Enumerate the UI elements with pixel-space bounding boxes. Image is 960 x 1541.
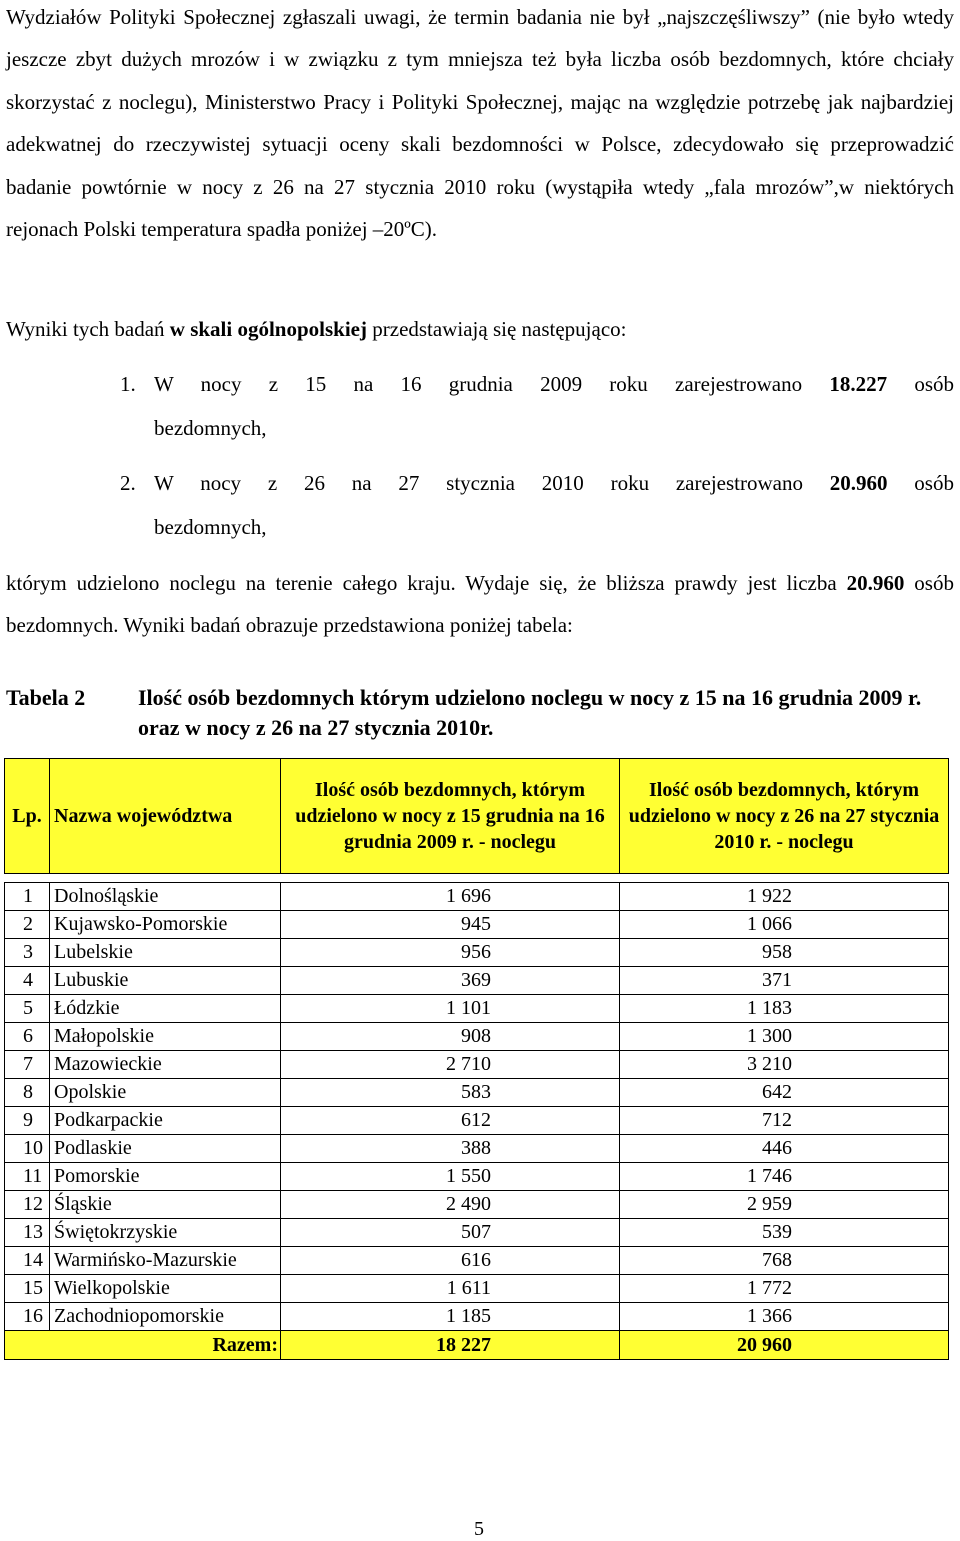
table-row xyxy=(5,1079,949,1107)
row-lp: 13 xyxy=(5,1219,50,1247)
row-value-dec-2009: 612 xyxy=(281,1107,620,1135)
row-voivodeship: Mazowieckie xyxy=(50,1051,281,1079)
row-value-jan-2010: 712 xyxy=(620,1107,949,1135)
table-row xyxy=(5,1163,949,1191)
row-value-jan-2010: 1 772 xyxy=(620,1275,949,1303)
row-lp: 16 xyxy=(5,1303,50,1331)
list-item xyxy=(120,461,954,549)
list-text-post: osób xyxy=(887,471,954,495)
list-item xyxy=(120,362,954,450)
row-value-dec-2009: 507 xyxy=(281,1219,620,1247)
row-value-jan-2010: 1 300 xyxy=(620,1023,949,1051)
row-value-dec-2009: 616 xyxy=(281,1247,620,1275)
row-voivodeship: Śląskie xyxy=(50,1191,281,1219)
table-row xyxy=(5,1275,949,1303)
table-row xyxy=(5,1107,949,1135)
homeless-table xyxy=(4,758,949,1360)
row-lp: 8 xyxy=(5,1079,50,1107)
row-value-dec-2009: 1 696 xyxy=(281,883,620,911)
table-row xyxy=(5,1303,949,1331)
results-intro-bold: w skali ogólnopolskiej xyxy=(169,317,367,341)
row-voivodeship: Pomorskie xyxy=(50,1163,281,1191)
intro-paragraph: Wydziałów Polityki Społecznej zgłaszali uwagi, że termin badania nie był „najszczęśliwszy” (nie było wtedy jeszcze zbyt dużych mrozów i w związku z tym mniejsza też była liczba osób bezdomnych, które chciały skorzystać z noclegu), Ministerstwo Pracy i Polityki Społecznej, mając na względzie potrzebę jak najbardziej adekwatnej do rzeczywistej sytuacji oceny skali bezdomności w Polsce, zdecydowało się przeprowadzić badanie powtórnie w nocy z 26 na 27 stycznia 2010 roku (wystąpiła wtedy „fala mrozów”,w niektórych rejonach Polski temperatura spadła poniżej –20ºC). xyxy=(6,5,954,242)
total-label: Razem: xyxy=(5,1331,281,1360)
row-lp: 14 xyxy=(5,1247,50,1275)
row-value-dec-2009: 1 101 xyxy=(281,995,620,1023)
list-text-pre: W nocy z 15 na 16 grudnia 2009 roku zarejestrowano xyxy=(154,372,830,396)
table-row xyxy=(5,995,949,1023)
row-value-dec-2009: 1 611 xyxy=(281,1275,620,1303)
row-voivodeship: Podlaskie xyxy=(50,1135,281,1163)
row-lp: 15 xyxy=(5,1275,50,1303)
conclusion-paragraph xyxy=(6,562,954,647)
row-lp: 11 xyxy=(5,1163,50,1191)
conclusion-post: osób bezdomnych. Wyniki badań obrazuje przedstawiona poniżej tabela: xyxy=(6,571,954,638)
header-lp: Lp. xyxy=(5,759,50,874)
row-lp: 5 xyxy=(5,995,50,1023)
results-intro-pre: Wyniki tych badań xyxy=(6,317,170,341)
table-header-row xyxy=(5,759,949,874)
table-row xyxy=(5,1135,949,1163)
row-lp: 9 xyxy=(5,1107,50,1135)
row-lp: 7 xyxy=(5,1051,50,1079)
row-lp: 6 xyxy=(5,1023,50,1051)
table-row xyxy=(5,1051,949,1079)
row-voivodeship: Małopolskie xyxy=(50,1023,281,1051)
row-value-jan-2010: 2 959 xyxy=(620,1191,949,1219)
row-value-jan-2010: 371 xyxy=(620,967,949,995)
table-total-row xyxy=(5,1331,949,1360)
row-value-dec-2009: 369 xyxy=(281,967,620,995)
row-value-jan-2010: 1 183 xyxy=(620,995,949,1023)
row-value-jan-2010: 3 210 xyxy=(620,1051,949,1079)
table-spacer-row xyxy=(5,874,949,883)
row-voivodeship: Warmińsko-Mazurskie xyxy=(50,1247,281,1275)
row-value-dec-2009: 1 550 xyxy=(281,1163,620,1191)
list-count: 18.227 xyxy=(829,372,888,396)
row-value-jan-2010: 1 066 xyxy=(620,911,949,939)
row-value-dec-2009: 2 490 xyxy=(281,1191,620,1219)
row-lp: 3 xyxy=(5,939,50,967)
row-voivodeship: Lubelskie xyxy=(50,939,281,967)
table-row xyxy=(5,883,949,911)
row-voivodeship: Łódzkie xyxy=(50,995,281,1023)
conclusion-pre: którym udzielono noclegu na terenie całego kraju. Wydaje się, że bliższa prawdy jest liczba xyxy=(6,571,847,595)
row-value-dec-2009: 956 xyxy=(281,939,620,967)
row-voivodeship: Kujawsko-Pomorskie xyxy=(50,911,281,939)
list-count: 20.960 xyxy=(829,471,888,495)
list-number: 2. xyxy=(120,471,136,495)
row-value-dec-2009: 388 xyxy=(281,1135,620,1163)
row-value-jan-2010: 539 xyxy=(620,1219,949,1247)
row-value-jan-2010: 958 xyxy=(620,939,949,967)
header-voivodeship: Nazwa województwa xyxy=(50,759,281,874)
row-voivodeship: Zachodniopomorskie xyxy=(50,1303,281,1331)
row-value-jan-2010: 642 xyxy=(620,1079,949,1107)
table-row xyxy=(5,1191,949,1219)
list-text-line2: bezdomnych, xyxy=(154,416,267,440)
table-label: Tabela 2 xyxy=(6,685,86,710)
row-value-jan-2010: 1 366 xyxy=(620,1303,949,1331)
row-voivodeship: Dolnośląskie xyxy=(50,883,281,911)
header-jan-2010: Ilość osób bezdomnych, którym udzielono w nocy z 26 na 27 stycznia 2010 r. - noclegu xyxy=(620,759,949,874)
row-value-jan-2010: 1 746 xyxy=(620,1163,949,1191)
row-value-jan-2010: 768 xyxy=(620,1247,949,1275)
row-voivodeship: Świętokrzyskie xyxy=(50,1219,281,1247)
list-text-post: osób xyxy=(887,372,954,396)
list-text-line2: bezdomnych, xyxy=(154,515,267,539)
row-voivodeship: Opolskie xyxy=(50,1079,281,1107)
header-dec-2009: Ilość osób bezdomnych, którym udzielono w nocy z 15 grudnia na 16 grudnia 2009 r. - noclegu xyxy=(281,759,620,874)
row-voivodeship: Wielkopolskie xyxy=(50,1275,281,1303)
row-lp: 1 xyxy=(5,883,50,911)
list-text-line xyxy=(154,362,954,406)
table-row xyxy=(5,1247,949,1275)
row-value-dec-2009: 1 185 xyxy=(281,1303,620,1331)
total-dec-2009: 18 227 xyxy=(281,1331,620,1360)
row-voivodeship: Podkarpackie xyxy=(50,1107,281,1135)
table-title: Ilość osób bezdomnych którym udzielono noclegu w nocy z 15 na 16 grudnia 2009 r. oraz w nocy z 26 na 27 stycznia 2010r. xyxy=(138,685,922,740)
row-lp: 4 xyxy=(5,967,50,995)
table-row xyxy=(5,967,949,995)
row-lp: 2 xyxy=(5,911,50,939)
row-value-dec-2009: 945 xyxy=(281,911,620,939)
page-number: 5 xyxy=(474,1518,484,1540)
table-row xyxy=(5,1219,949,1247)
table-row xyxy=(5,1023,949,1051)
row-value-jan-2010: 446 xyxy=(620,1135,949,1163)
total-jan-2010: 20 960 xyxy=(620,1331,949,1360)
row-lp: 10 xyxy=(5,1135,50,1163)
results-intro-paragraph xyxy=(6,308,954,350)
row-value-dec-2009: 908 xyxy=(281,1023,620,1051)
list-number: 1. xyxy=(120,372,136,396)
row-value-dec-2009: 2 710 xyxy=(281,1051,620,1079)
results-intro-post: przedstawiają się następująco: xyxy=(367,317,627,341)
list-text-pre: W nocy z 26 na 27 stycznia 2010 roku zarejestrowano xyxy=(154,471,830,495)
row-voivodeship: Lubuskie xyxy=(50,967,281,995)
list-text-line xyxy=(154,461,954,505)
row-value-dec-2009: 583 xyxy=(281,1079,620,1107)
row-lp: 12 xyxy=(5,1191,50,1219)
conclusion-bold: 20.960 xyxy=(846,571,905,595)
table-row xyxy=(5,911,949,939)
table-row xyxy=(5,939,949,967)
row-value-jan-2010: 1 922 xyxy=(620,883,949,911)
